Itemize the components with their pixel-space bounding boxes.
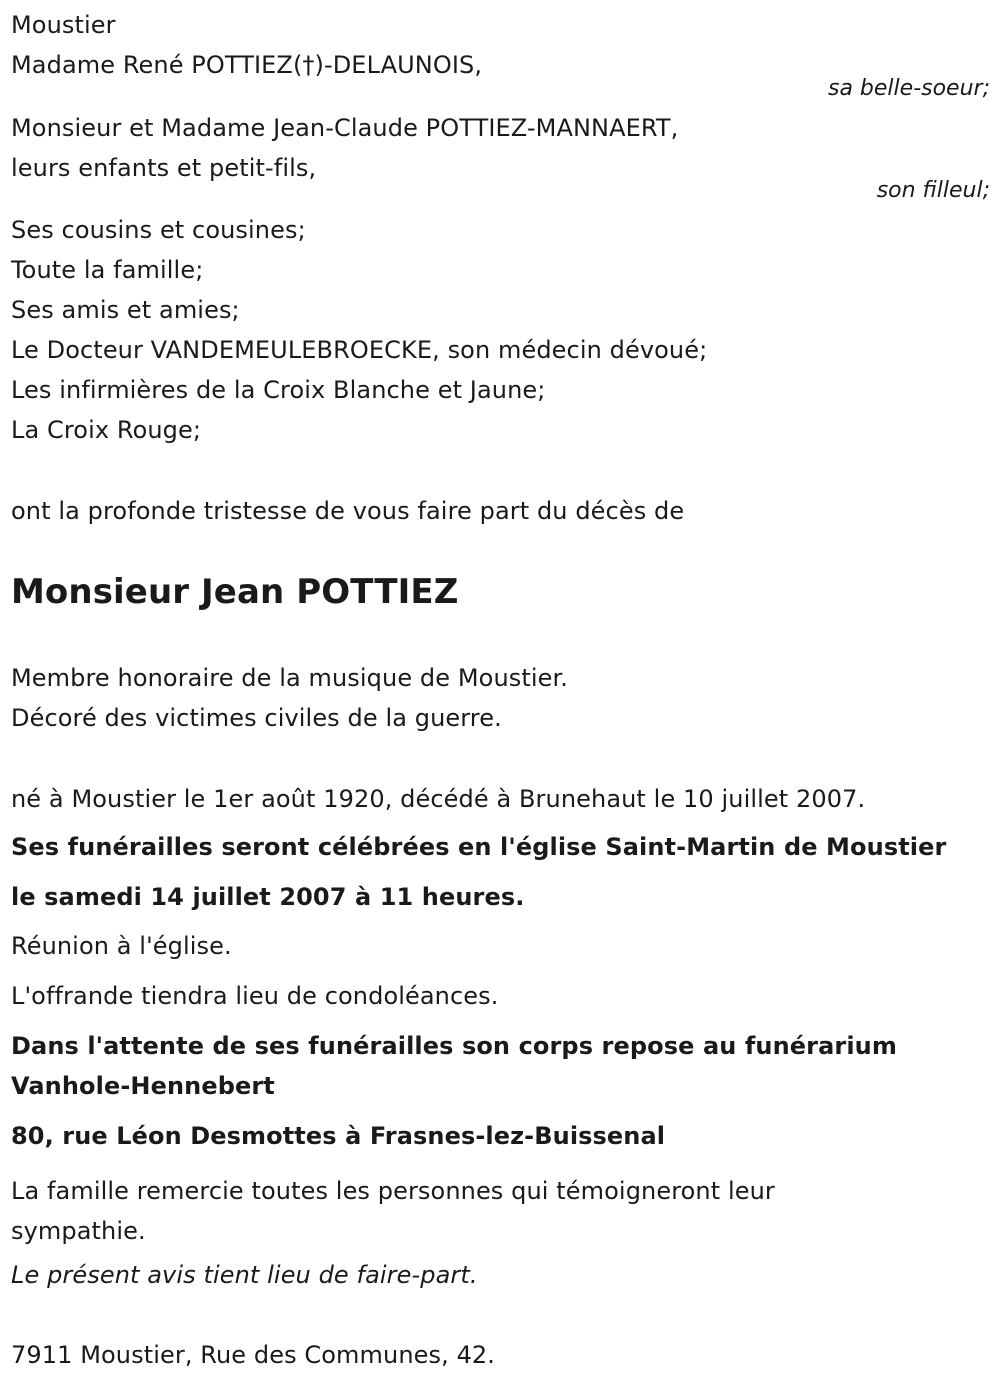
announcement-text: ont la profonde tristesse de vous faire part du décès de	[11, 497, 685, 525]
mourner-line: Toute la famille;	[11, 256, 204, 284]
mourner-line: Ses amis et amies;	[11, 296, 240, 324]
relation-belle-soeur: sa belle-soeur;	[828, 76, 990, 101]
mourner-line: Les infirmières de la Croix Blanche et Jaune;	[11, 376, 546, 404]
mourner-line: Le Docteur VANDEMEULEBROECKE, son médecin dévoué;	[11, 336, 708, 364]
mourner-line: Ses cousins et cousines;	[11, 216, 306, 244]
funeral-church: Ses funérailles seront célébrées en l'église Saint-Martin de Moustier	[11, 833, 947, 861]
notice-text: Le présent avis tient lieu de faire-part.	[11, 1261, 478, 1289]
mourner-line: La Croix Rouge;	[11, 416, 202, 444]
honor-war-victims: Décoré des victimes civiles de la guerre.	[11, 704, 502, 732]
header-location: Moustier	[11, 11, 116, 39]
header-line-family: Monsieur et Madame Jean-Claude POTTIEZ-MANNAERT,	[11, 114, 679, 142]
repose-line: Dans l'attente de ses funérailles son corps repose au funérarium	[11, 1032, 897, 1060]
funerarium-name: Vanhole-Hennebert	[11, 1072, 275, 1100]
birth-death-dates: né à Moustier le 1er août 1920, décédé à Brunehaut le 10 juillet 2007.	[11, 785, 866, 813]
deceased-name: Monsieur Jean POTTIEZ	[11, 572, 459, 612]
family-address: 7911 Moustier, Rue des Communes, 42.	[11, 1341, 496, 1369]
funerarium-address: 80, rue Léon Desmottes à Frasnes-lez-Buissenal	[11, 1122, 666, 1150]
honor-music: Membre honoraire de la musique de Moustier.	[11, 664, 568, 692]
offering-info: L'offrande tiendra lieu de condoléances.	[11, 982, 499, 1010]
relation-filleul: son filleul;	[876, 178, 990, 203]
meeting-info: Réunion à l'église.	[11, 932, 232, 960]
funeral-date-time: le samedi 14 juillet 2007 à 11 heures.	[11, 883, 525, 911]
header-line-belle-soeur: Madame René POTTIEZ(†)-DELAUNOIS,	[11, 51, 483, 79]
header-line-children: leurs enfants et petit-fils,	[11, 154, 317, 182]
thanks-text: La famille remercie toutes les personnes qui témoigneront leur sympathie.	[11, 1177, 775, 1245]
